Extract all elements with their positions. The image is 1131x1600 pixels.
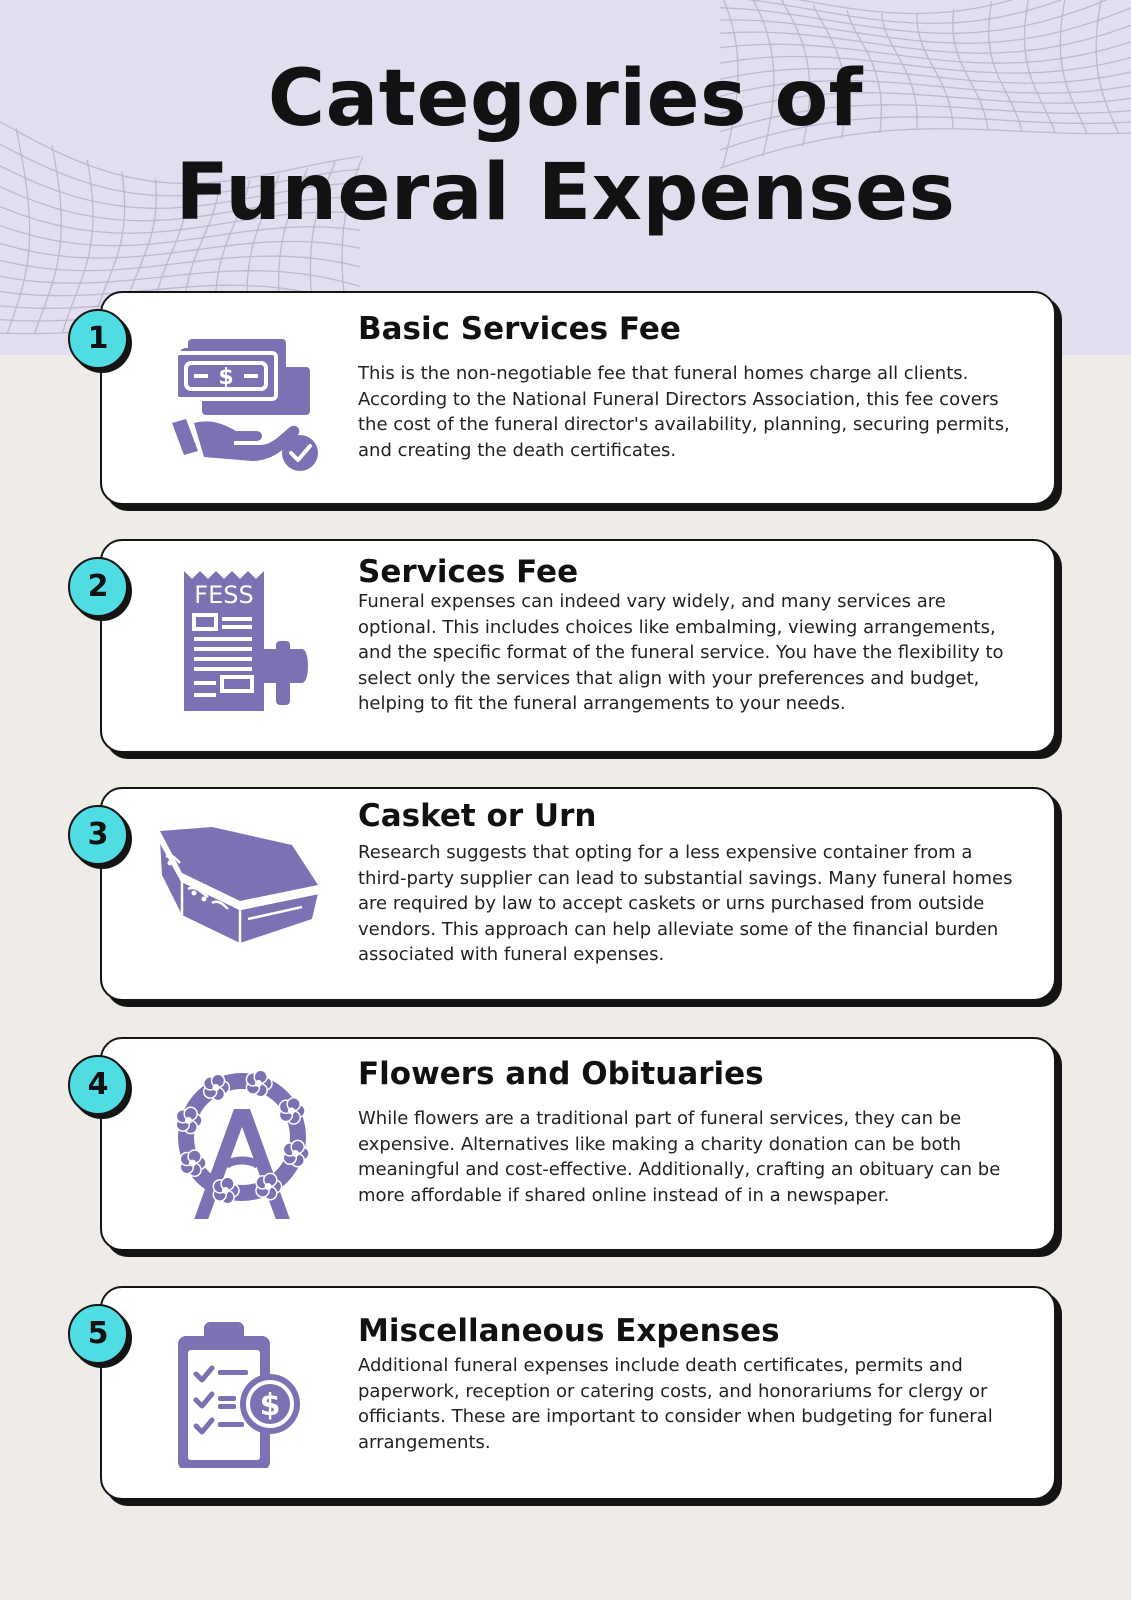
clipboard-dollar-icon xyxy=(152,1318,327,1468)
card-body-text: This is the non-negotiable fee that funeral homes charge all clients. According to the National Funeral Directors Association, this fee covers the cost of the funeral director's availability, planning, securing permits, and creating the death certificates. xyxy=(358,363,1010,461)
fees-receipt-icon xyxy=(152,571,327,721)
svg-text:$: $ xyxy=(259,1388,281,1423)
fees-receipt-label: FESS xyxy=(194,581,254,609)
number-badge: 2 xyxy=(68,557,128,617)
card-heading: Services Fee xyxy=(358,554,579,590)
card-heading: Miscellaneous Expenses xyxy=(358,1313,780,1349)
expense-card-casket-urn xyxy=(87,787,1056,1001)
card-heading: Basic Services Fee xyxy=(358,311,681,347)
card-body-text: While flowers are a traditional part of funeral services, they can be expensive. Alternatives like making a charity donation can be both meaningful and cost-effective. Additionally, crafting an obituary can be more affordable if shared online instead of in a newspaper. xyxy=(358,1108,1001,1206)
expense-card-miscellaneous xyxy=(87,1286,1056,1500)
casket-icon xyxy=(152,819,327,969)
number-badge: 1 xyxy=(68,309,128,369)
card-body-text: Research suggests that opting for a less expensive container from a third-party supplier can lead to substantial savings. Many funeral homes are required by law to accept caskets or urns purchased from outside vendors. This approach can help alleviate some of the financial burden associated with funeral expenses. xyxy=(358,842,1013,965)
number-badge: 5 xyxy=(68,1304,128,1364)
card-heading: Casket or Urn xyxy=(358,798,597,834)
expense-card-basic-services xyxy=(87,291,1056,505)
expense-card-flowers-obituaries xyxy=(87,1037,1056,1251)
expense-card-services-fee xyxy=(87,539,1056,753)
card-body-text: Funeral expenses can indeed vary widely, and many services are optional. This includes choices like embalming, viewing arrangements, and the specific format of the funeral service. You have the flexibility to select only the services that align with your preferences and budget, helping to fit the funeral arrangements to your needs. xyxy=(358,591,1004,714)
page-title xyxy=(0,52,1131,240)
number-badge: 3 xyxy=(68,805,128,865)
funeral-wreath-icon xyxy=(152,1069,327,1219)
money-hand-check-icon xyxy=(152,323,327,473)
card-body-text: Additional funeral expenses include death certificates, permits and paperwork, reception or catering costs, and honorariums for clergy or officiants. These are important to consider when budgeting for funeral arrangements. xyxy=(358,1355,993,1453)
page-title-line2: Funeral Expenses xyxy=(175,148,956,238)
card-heading: Flowers and Obituaries xyxy=(358,1056,764,1092)
number-badge: 4 xyxy=(68,1055,128,1115)
svg-text:$: $ xyxy=(218,365,234,390)
page-title-line1: Categories of xyxy=(267,54,864,144)
